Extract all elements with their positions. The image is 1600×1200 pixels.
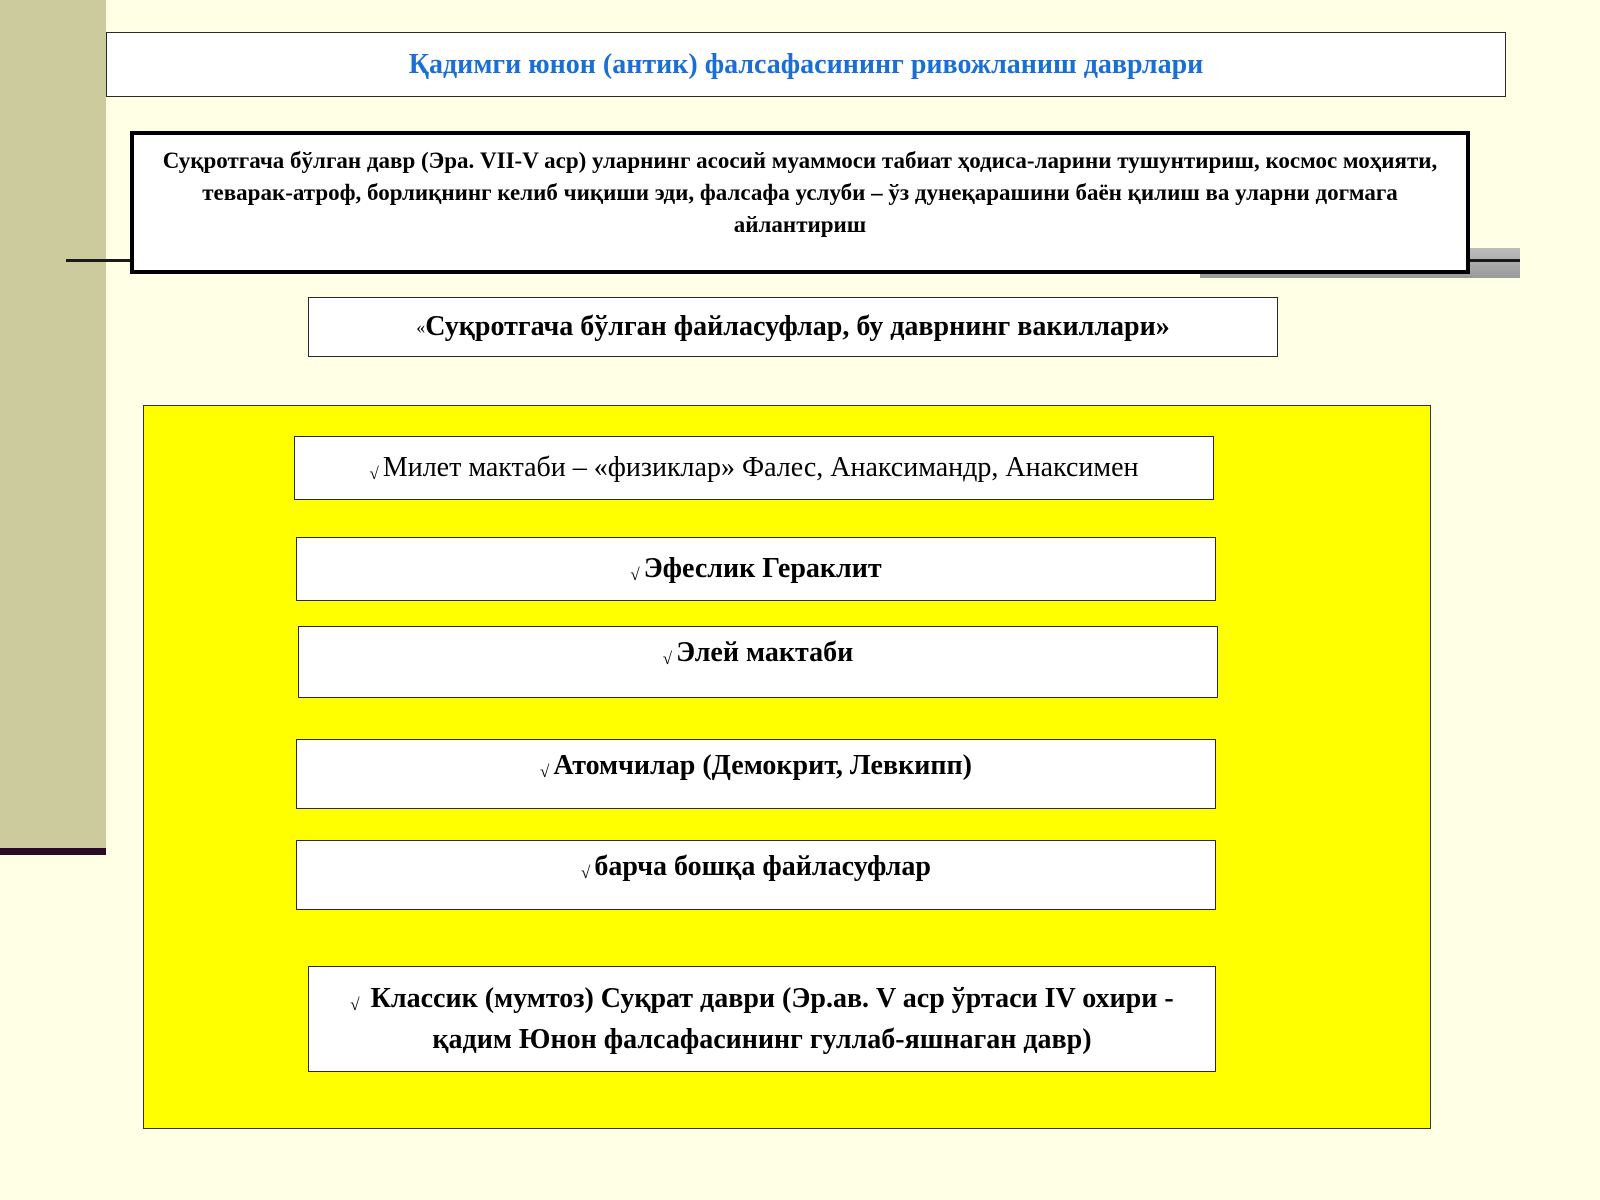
left-decor-strip: [0, 0, 106, 850]
check-icon: √: [581, 863, 591, 882]
list-item-atomists: [296, 739, 1216, 809]
subtitle-box: [308, 297, 1278, 357]
list-item-other-philosophers: [296, 840, 1216, 910]
list-item-text: барча бошқа файласуфлар: [594, 851, 931, 882]
list-item-text: Эфеслик Гераклит: [643, 553, 882, 584]
check-icon: √: [662, 649, 673, 668]
subtitle-quote-mark: «: [416, 316, 426, 337]
intro-box: [130, 131, 1470, 274]
check-icon: √: [369, 464, 379, 483]
intro-text: Суқротгача бўлган давр (Эра. VII-V аср) уларнинг асосий муаммоси табиат ҳодиса-ларини тушунтириш, космос моҳияти, теварак-атроф, борлиқнинг келиб чиқиши эди, фалсафа услуби – ўз дунеқарашини баён қилиш ва уларни догмага айлантириш: [162, 147, 1438, 237]
list-item-classical-period: [308, 966, 1216, 1072]
subtitle-text: Суқротгача бўлган файласуфлар, бу даврнинг вакиллари»: [425, 311, 1170, 342]
list-item-eleatic-school: [298, 626, 1218, 698]
left-decor-line: [0, 848, 106, 855]
slide-title-text: Қадимги юнон (антик) фалсафасининг ривожланиш даврлари: [408, 48, 1204, 80]
check-icon: √: [630, 565, 640, 584]
list-item-text: Атомчилар (Демокрит, Левкипп): [553, 750, 972, 781]
slide-title: [106, 32, 1506, 97]
list-item-miletus-school: [294, 436, 1214, 500]
list-item-text: Классик (мумтоз) Суқрат даври (Эр.ав. V аср ўртаси IV охири - қадим Юнон фалсафасининг гуллаб-яшнаган давр): [370, 982, 1174, 1055]
list-item-text: Милет мактаби – «физиклар» Фалес, Анаксимандр, Анаксимен: [382, 452, 1139, 483]
list-item-heraclitus: [296, 537, 1216, 601]
list-item-text: Элей мактаби: [676, 637, 854, 668]
check-icon: √: [350, 994, 360, 1014]
check-icon: √: [540, 762, 550, 781]
